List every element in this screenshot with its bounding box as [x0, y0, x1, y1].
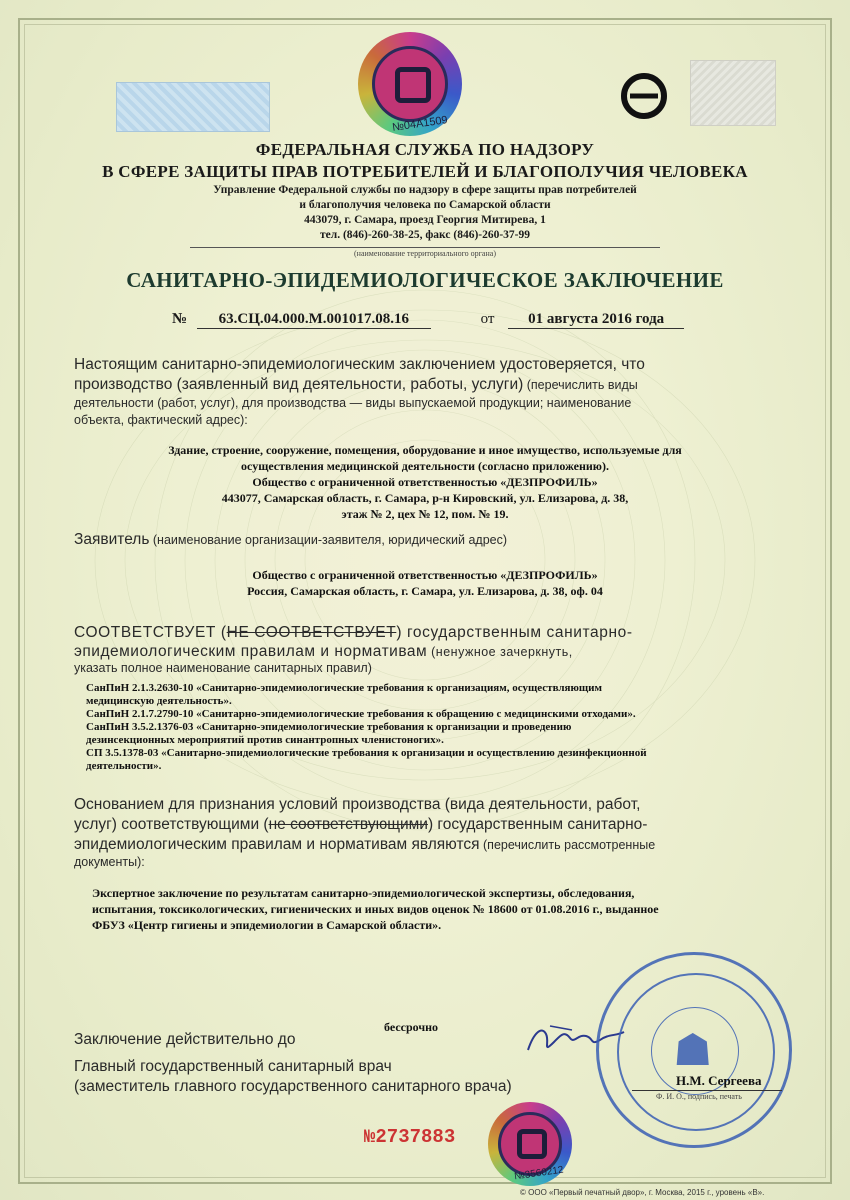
- dept-line2: и благополучия человека по Самарской области: [299, 199, 551, 211]
- object-line5: этаж № 2, цех № 12, пом. № 19.: [341, 507, 509, 521]
- basis-struck: не соответствующими: [268, 816, 428, 833]
- se-logo: [604, 66, 684, 126]
- security-sticker-right: [690, 60, 776, 126]
- intro-line4: объекта, фактический адрес):: [74, 413, 248, 427]
- intro-line2-main: производство (заявленный вид деятельности, работы, услуги): [74, 376, 524, 393]
- basis-line2: [74, 816, 647, 834]
- rule-line: СанПиН 2.1.3.2630-10 «Санитарно-эпидемиологические требования к организациям, осуществляющим: [86, 682, 603, 694]
- applicant-hint: (наименование организации-заявителя, юридический адрес): [149, 533, 508, 547]
- conformity-line2-hint: (ненужное зачеркнуть,: [427, 645, 573, 659]
- rule-line: СанПиН 3.5.2.1376-03 «Санитарно-эпидемиологические требования к организации и проведению: [86, 721, 572, 733]
- expert-line1: Экспертное заключение по результатам санитарно-эпидемиологической экспертизы, обследования,: [92, 886, 635, 900]
- serial-number: №2737883: [364, 1126, 456, 1148]
- printer-imprint: © ООО «Первый печатный двор», г. Москва, 2015 г., уровень «В».: [520, 1188, 765, 1197]
- doc-date: 01 августа 2016 года: [508, 311, 684, 329]
- valid-value: бессрочно: [384, 1020, 439, 1034]
- basis-line3: [74, 836, 655, 854]
- basis-line2a: услуг) соответствующими (: [74, 816, 269, 833]
- conformity-word: СООТВЕТСТВУЕТ (: [74, 624, 227, 641]
- object-line4: 443077, Самарская область, г. Самара, р-н Кировский, ул. Елизарова, д. 38,: [221, 491, 629, 505]
- intro-line1: Настоящим санитарно-эпидемиологическим заключением удостоверяется, что: [74, 356, 645, 373]
- doctor-title-line1: Главный государственный санитарный врач: [74, 1058, 392, 1075]
- hologram-emblem-bottom: [488, 1102, 572, 1186]
- eagle-emblem-icon: ☗: [673, 1026, 713, 1075]
- doc-number: 63.СЦ.04.000.М.001017.08.16: [197, 311, 431, 329]
- object-line3: Общество с ограниченной ответственностью «ДЕЗПРОФИЛЬ»: [252, 475, 598, 489]
- header-caption: (наименование территориального органа): [354, 249, 496, 258]
- conformity-line3: указать полное наименование санитарных правил): [74, 661, 372, 675]
- doctor-title-line2: (заместитель главного государственного санитарного врача): [74, 1078, 512, 1095]
- signer-name: Н.М. Сергеева: [676, 1073, 762, 1088]
- rule-line: СП 3.5.1378-03 «Санитарно-эпидемиологические требования к организации и осуществлению дезинфекционной: [86, 747, 647, 759]
- basis-line3-main: эпидемиологическим правилам и нормативам являются: [74, 836, 480, 853]
- hologram-top-number: №04А1509: [391, 114, 449, 134]
- conformity-struck: НЕ СООТВЕТСТВУЕТ: [226, 624, 397, 641]
- agency-title-line2: В СФЕРЕ ЗАЩИТЫ ПРАВ ПОТРЕБИТЕЛЕЙ И БЛАГОПОЛУЧИЯ ЧЕЛОВЕКА: [102, 162, 748, 181]
- conformity-rest: ) государственным санитарно-: [396, 624, 633, 641]
- agency-title-line1: ФЕДЕРАЛЬНАЯ СЛУЖБА ПО НАДЗОРУ: [255, 140, 595, 159]
- basis-line4: документы):: [74, 855, 145, 869]
- signer-rule: [632, 1090, 782, 1091]
- conformity-line2-main: эпидемиологическим правилам и нормативам: [74, 643, 428, 660]
- se-logo-icon: [604, 66, 684, 126]
- basis-line1: Основанием для признания условий производства (вида деятельности, работ,: [74, 796, 641, 813]
- number-prefix: №: [172, 311, 188, 327]
- object-line2: осуществления медицинской деятельности (согласно приложению).: [241, 459, 609, 473]
- basis-line2c: ) государственным санитарно-: [427, 816, 648, 833]
- signer-caption: Ф. И. О., подпись, печать: [656, 1092, 742, 1101]
- date-prefix: от: [480, 311, 495, 327]
- intro-line2-hint: (перечислить виды: [523, 378, 638, 392]
- rule-line: СанПиН 2.1.7.2790-10 «Санитарно-эпидемиологические требования к обращению с медицинскими отходами».: [86, 708, 636, 720]
- object-line1: Здание, строение, сооружение, помещения, оборудование и иное имущество, используемые для: [168, 443, 682, 457]
- dept-line1: Управление Федеральной службы по надзору в сфере защиты прав потребителей: [213, 184, 637, 196]
- intro-line2: [74, 376, 638, 394]
- applicant-label: Заявитель: [74, 531, 150, 548]
- rule-line: медицинскую деятельность».: [86, 695, 232, 707]
- conformity-line2: [74, 643, 573, 661]
- expert-line3: ФБУЗ «Центр гигиены и эпидемиологии в Самарской области».: [92, 918, 442, 932]
- rule-line: деятельности».: [86, 760, 162, 772]
- applicant-line2: Россия, Самарская область, г. Самара, ул. Елизарова, д. 38, оф. 04: [247, 584, 603, 598]
- header-rule: [190, 247, 660, 248]
- official-seal: [596, 952, 792, 1148]
- dept-address: 443079, г. Самара, проезд Георгия Митирева, 1: [304, 214, 546, 226]
- rules-list: [86, 682, 786, 773]
- applicant-row: [74, 531, 507, 549]
- applicant-line1: Общество с ограниченной ответственностью «ДЕЗПРОФИЛЬ»: [252, 568, 598, 582]
- basis-line3-hint: (перечислить рассмотренные: [479, 838, 656, 852]
- conformity-line1: [74, 624, 633, 642]
- hologram-emblem-top: [358, 32, 462, 136]
- hologram-bottom-number: №3560212: [513, 1164, 565, 1183]
- security-sticker-left: [116, 82, 270, 132]
- rule-line: дезинсекционных мероприятий против синантропных членистоногих».: [86, 734, 444, 746]
- dept-phone: тел. (846)-260-38-25, факс (846)-260-37-99: [319, 229, 531, 241]
- doc-title: САНИТАРНО-ЭПИДЕМИОЛОГИЧЕСКОЕ ЗАКЛЮЧЕНИЕ: [126, 268, 724, 292]
- valid-label: Заключение действительно до: [74, 1031, 296, 1048]
- expert-line2: испытания, токсикологических, гигиенических и иных видов оценок № 18600 от 01.08.2016 г., выданное: [92, 902, 659, 916]
- intro-line3: деятельности (работ, услуг), для производства — виды выпускаемой продукции; наименование: [74, 396, 632, 410]
- doc-number-row: [172, 311, 684, 329]
